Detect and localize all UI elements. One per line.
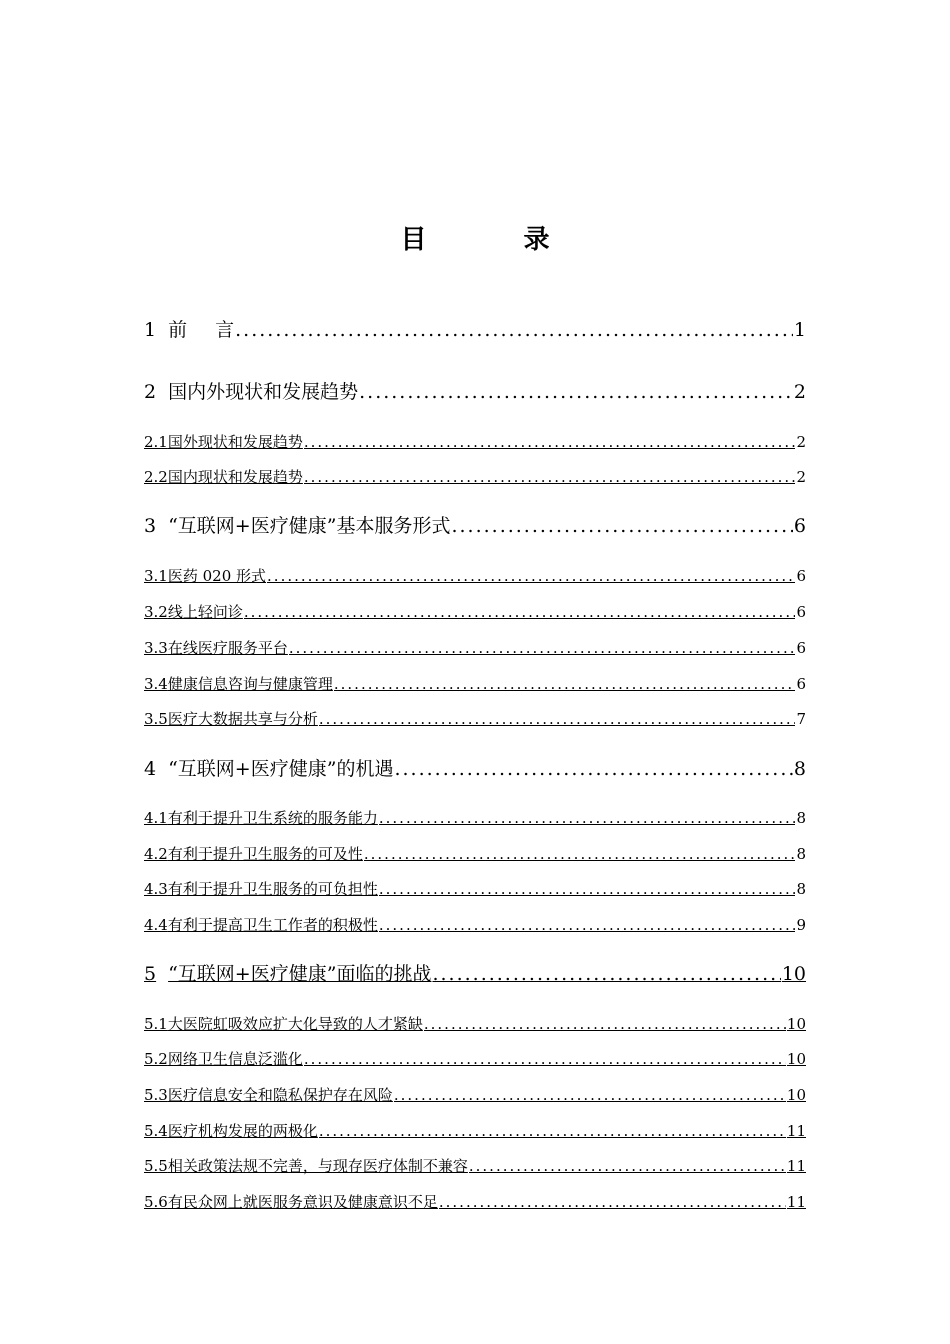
toc-leader-dots: [334, 673, 796, 695]
toc-entry-3-1[interactable]: [144, 565, 806, 587]
toc-entry-title: 医疗机构发展的两极化: [167, 1122, 318, 1140]
toc-entry-title: 国外现状和发展趋势: [167, 433, 303, 451]
toc-entry-4[interactable]: [144, 755, 806, 783]
toc-entry-page: 11: [786, 1193, 806, 1211]
toc-entry-page: 2: [796, 433, 806, 451]
toc-entry-number: 3.2: [144, 603, 168, 621]
toc-entry-4-2[interactable]: [144, 843, 806, 865]
toc-entry-2-2[interactable]: [144, 466, 806, 488]
toc-leader-dots: [469, 1155, 786, 1177]
toc-entry-number: 3.1: [144, 567, 168, 585]
toc-entry-number: 5.6: [144, 1193, 168, 1211]
toc-entry-number: 4.2: [144, 845, 168, 863]
toc-entry-title: 有利于提高卫生工作者的积极性: [167, 916, 378, 934]
toc-leader-dots: [379, 878, 796, 900]
toc-entry-5-3[interactable]: [144, 1084, 806, 1106]
toc-leader-dots: [289, 637, 796, 659]
toc-entry-3-3[interactable]: [144, 637, 806, 659]
toc-entry-title: 医药 020 形式: [167, 567, 267, 585]
toc-entry-5-6[interactable]: [144, 1191, 806, 1213]
toc-entry-page: 8: [793, 758, 806, 780]
toc-entry-title: 网络卫生信息泛滥化: [167, 1050, 303, 1068]
toc-leader-dots: [394, 755, 792, 783]
toc-entry-3-2[interactable]: [144, 601, 806, 623]
toc-entry-number: 5.4: [144, 1122, 168, 1140]
toc-entry-title: 在线医疗服务平台: [167, 639, 288, 657]
toc-leader-dots: [439, 1191, 786, 1213]
toc-entry-4-1[interactable]: [144, 807, 806, 829]
toc-entry-5-1[interactable]: [144, 1013, 806, 1035]
toc-entry-page: 7: [796, 710, 806, 728]
toc-entry-page: 10: [786, 1050, 806, 1068]
page-title: 目 录: [400, 225, 594, 255]
toc-entry-page: 6: [796, 603, 806, 621]
toc-entry-number: 5.5: [144, 1157, 168, 1175]
toc-leader-dots: [359, 378, 793, 406]
toc-entry-page: 10: [786, 1086, 806, 1104]
toc-entry-title: 有利于提升卫生服务的可及性: [167, 845, 363, 863]
toc-entry-number: 2: [144, 381, 157, 403]
toc-leader-dots: [432, 960, 780, 988]
toc-entry-page: 8: [796, 880, 806, 898]
toc-entry-page: 11: [786, 1122, 806, 1140]
toc-entry-number: 5: [144, 963, 157, 985]
toc-entry-page: 10: [781, 963, 806, 985]
toc-entry-title: 有利于提升卫生服务的可负担性: [167, 880, 378, 898]
toc-entry-page: 6: [796, 639, 806, 657]
toc-entry-title: 医疗大数据共享与分析: [167, 710, 318, 728]
toc-entry-title: 国内外现状和发展趋势: [168, 381, 359, 403]
toc-entry-number: 5.1: [144, 1015, 168, 1033]
toc-entry-title: 有利于提升卫生系统的服务能力: [167, 809, 378, 827]
toc-leader-dots: [394, 1084, 786, 1106]
toc-entry-number: 2.2: [144, 468, 168, 486]
toc-entry-title: 有民众网上就医服务意识及健康意识不足: [167, 1193, 438, 1211]
toc-entry-number: 1: [144, 319, 157, 341]
toc-entry-number: 4.1: [144, 809, 168, 827]
toc-entry-title: 前 言: [168, 319, 235, 341]
toc-entry-number: 3.3: [144, 639, 168, 657]
toc-leader-dots: [379, 914, 796, 936]
toc-entry-page: 8: [796, 845, 806, 863]
toc-entry-number: 4.4: [144, 916, 168, 934]
toc-entry-5-2[interactable]: [144, 1048, 806, 1070]
toc-entry-title: 医疗信息安全和隐私保护存在风险: [167, 1086, 393, 1104]
toc-leader-dots: [364, 843, 796, 865]
toc-leader-dots: [379, 807, 796, 829]
toc-leader-dots: [319, 1120, 786, 1142]
toc-leader-dots: [424, 1013, 786, 1035]
toc-entry-5-4[interactable]: [144, 1120, 806, 1142]
toc-entry-number: 4.3: [144, 880, 168, 898]
toc-entry-title: 线上轻问诊: [167, 603, 243, 621]
toc-leader-dots: [451, 512, 792, 540]
toc-entry-2-1[interactable]: [144, 431, 806, 453]
toc-entry-page: 1: [793, 319, 806, 341]
toc-leader-dots: [267, 565, 795, 587]
toc-entry-number: 3.5: [144, 710, 168, 728]
toc-entry-title: “互联网+医疗健康”基本服务形式: [168, 515, 451, 537]
toc-entry-5-5[interactable]: [144, 1155, 806, 1177]
toc-entry-1[interactable]: [144, 316, 806, 344]
toc-entry-number: 4: [144, 758, 157, 780]
toc-entry-number: 3.4: [144, 675, 168, 693]
toc-entry-page: 6: [793, 515, 806, 537]
toc-leader-dots: [244, 601, 796, 623]
toc-entry-page: 6: [796, 675, 806, 693]
toc-entry-number: 5.2: [144, 1050, 168, 1068]
toc-entry-title: “互联网+医疗健康”的机遇: [168, 758, 394, 780]
toc-entry-title: 国内现状和发展趋势: [167, 468, 303, 486]
toc-entry-4-3[interactable]: [144, 878, 806, 900]
toc-entry-2[interactable]: [144, 378, 806, 406]
toc-entry-title: 相关政策法规不完善，与现存医疗体制不兼容: [167, 1157, 468, 1175]
toc-entry-3-5[interactable]: [144, 708, 806, 730]
toc-entry-page: 10: [786, 1015, 806, 1033]
toc-entry-title: “互联网+医疗健康”面临的挑战: [168, 963, 432, 985]
toc-leader-dots: [304, 1048, 786, 1070]
toc-entry-number: 2.1: [144, 433, 168, 451]
toc-entry-title: 健康信息咨询与健康管理: [167, 675, 333, 693]
toc-entry-page: 9: [796, 916, 806, 934]
toc-leader-dots: [235, 316, 793, 344]
toc-entry-number: 5.3: [144, 1086, 168, 1104]
toc-entry-title: 大医院虹吸效应扩大化导致的人才紧缺: [167, 1015, 423, 1033]
toc-leader-dots: [304, 431, 796, 453]
toc-leader-dots: [304, 466, 796, 488]
toc-entry-page: 11: [786, 1157, 806, 1175]
toc-entry-page: 2: [793, 381, 806, 403]
toc-leader-dots: [319, 708, 796, 730]
toc-entry-number: 3: [144, 515, 157, 537]
toc-entry-3-4[interactable]: [144, 673, 806, 695]
toc-entry-3[interactable]: [144, 512, 806, 540]
toc-entry-page: 6: [796, 567, 806, 585]
toc-entry-page: 2: [796, 468, 806, 486]
toc-entry-4-4[interactable]: [144, 914, 806, 936]
toc-entry-5[interactable]: [144, 960, 806, 988]
toc-entry-page: 8: [796, 809, 806, 827]
